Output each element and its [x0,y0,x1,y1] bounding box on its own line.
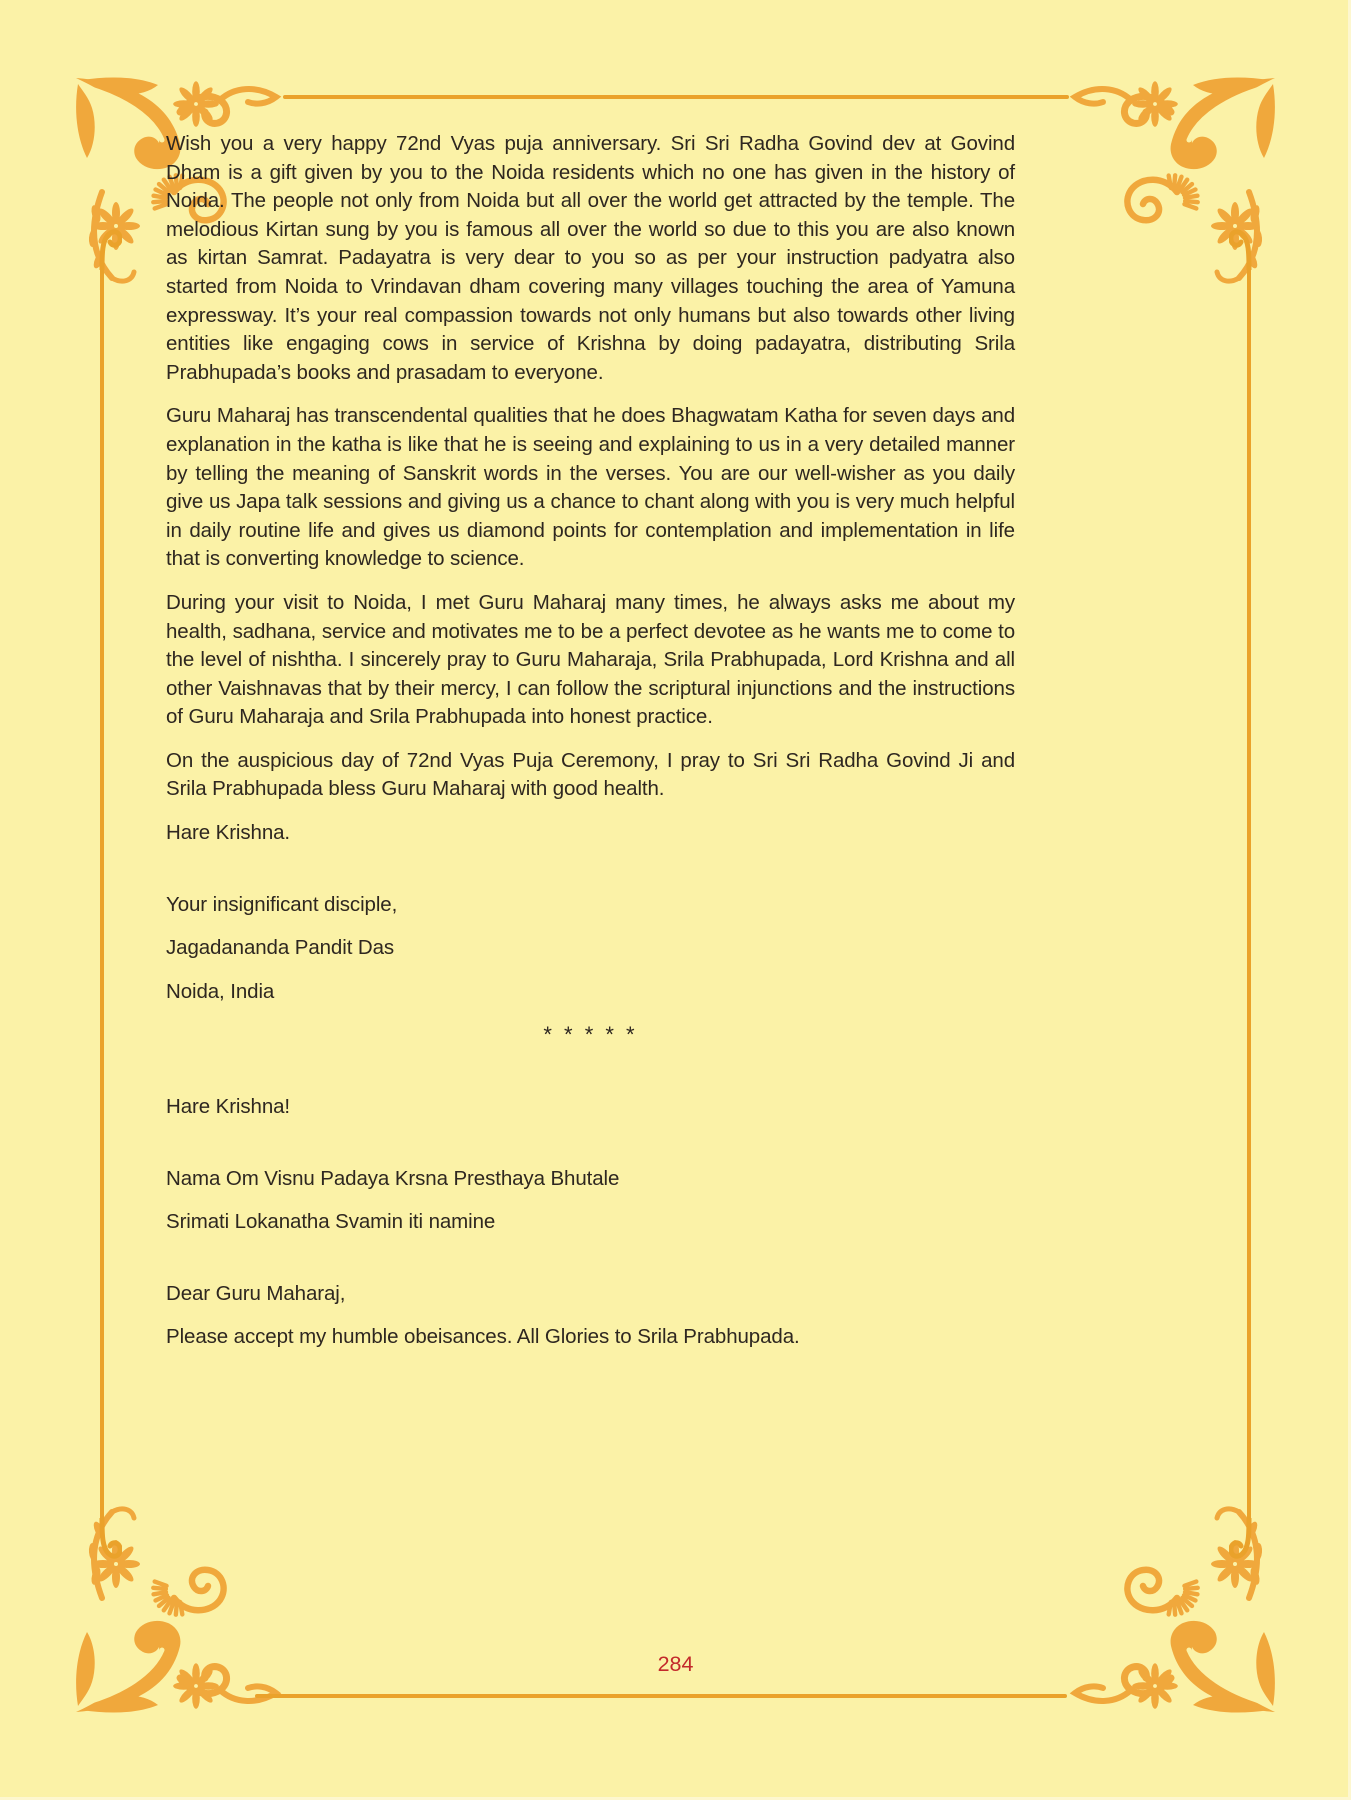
signature-line-2: Jagadananda Pandit Das [166,936,395,960]
greeting-line: Hare Krishna! [166,1095,291,1119]
letter-paragraph-4: On the auspicious day of 72nd Vyas Puja Ceremony, I pray to Sri Sri Radha Govind Ji and Srila Prabhupada bless Guru Maharaj with good health. [166,748,1015,801]
pranam-mantra-line-2: Srimati Lokanatha Svamin iti namine [166,1210,496,1234]
salutation-line: Dear Guru Maharaj, [166,1281,346,1305]
border-line-right [1247,266,1251,1522]
letter-paragraph-1: Wish you a very happy 72nd Vyas puja anniversary. Sri Sri Radha Govind dev at Govind Dham is a gift given by you to the Noida residents which no one has given in the history of Noida. The people not only from Noida but all over the world get attracted by the temple. The melodious Kirtan sung by you is famous all over the world so due to this you are also known as kirtan Samrat. Padayatra is very dear to you so as per your instruction padyatra also started from Noida to Vrindavan dham covering many villages touching the area of Yamuna expressway. It’s your real compassion towards not only humans but also towards other living entities like engaging cows in service of Krishna by doing padayatra, distributing Srila Prabhupada’s books and prasadam to everyone. [166,132,1015,384]
pranam-mantra-line-1: Nama Om Visnu Padaya Krsna Presthaya Bhutale [166,1166,620,1190]
border-line-left [100,266,104,1522]
closing-line: Hare Krishna. [166,821,291,845]
line-end-curl-icon [1229,226,1259,270]
letter-body [166,130,1015,1367]
section-separator: * * * * * [543,1022,638,1048]
border-line-top [283,95,1069,99]
letter-paragraph-3: During your visit to Noida, I met Guru Maharaj many times, he always asks me about my health, sadhana, service and motivates me to be a perfect devotee as he wants me to come to the level of nishtha. I sincerely pray to Guru Maharaja, Srila Prabhupada, Lord Krishna and all other Vaishnavas that by their mercy, I can follow the scriptural injunctions and the instructions of Guru Maharaja and Srila Prabhupada into honest practice. [166,590,1015,729]
obeisance-line: Please accept my humble obeisances. All Glories to Srila Prabhupada. [166,1325,800,1349]
border-line-bottom [255,1694,1067,1698]
line-end-curl-icon [1229,1518,1259,1562]
signature-line-1: Your insignificant disciple, [166,892,398,916]
line-end-curl-icon [92,1518,122,1562]
page-number: 284 [657,1652,694,1676]
signature-line-3: Noida, India [166,979,275,1003]
line-end-curl-icon [92,226,122,270]
letter-paragraph-2: Guru Maharaj has transcendental qualities that he does Bhagwatam Katha for seven days and explanation in the katha is like that he is seeing and explaining to us in a very detailed manner by telling the meaning of Sanskrit words in the verses. You are our well-wisher as you daily give us Japa talk sessions and giving us a chance to chant along with you is very much helpful in daily routine life and gives us diamond points for contemplation and implementation in life that is converting knowledge to science. [166,404,1015,571]
